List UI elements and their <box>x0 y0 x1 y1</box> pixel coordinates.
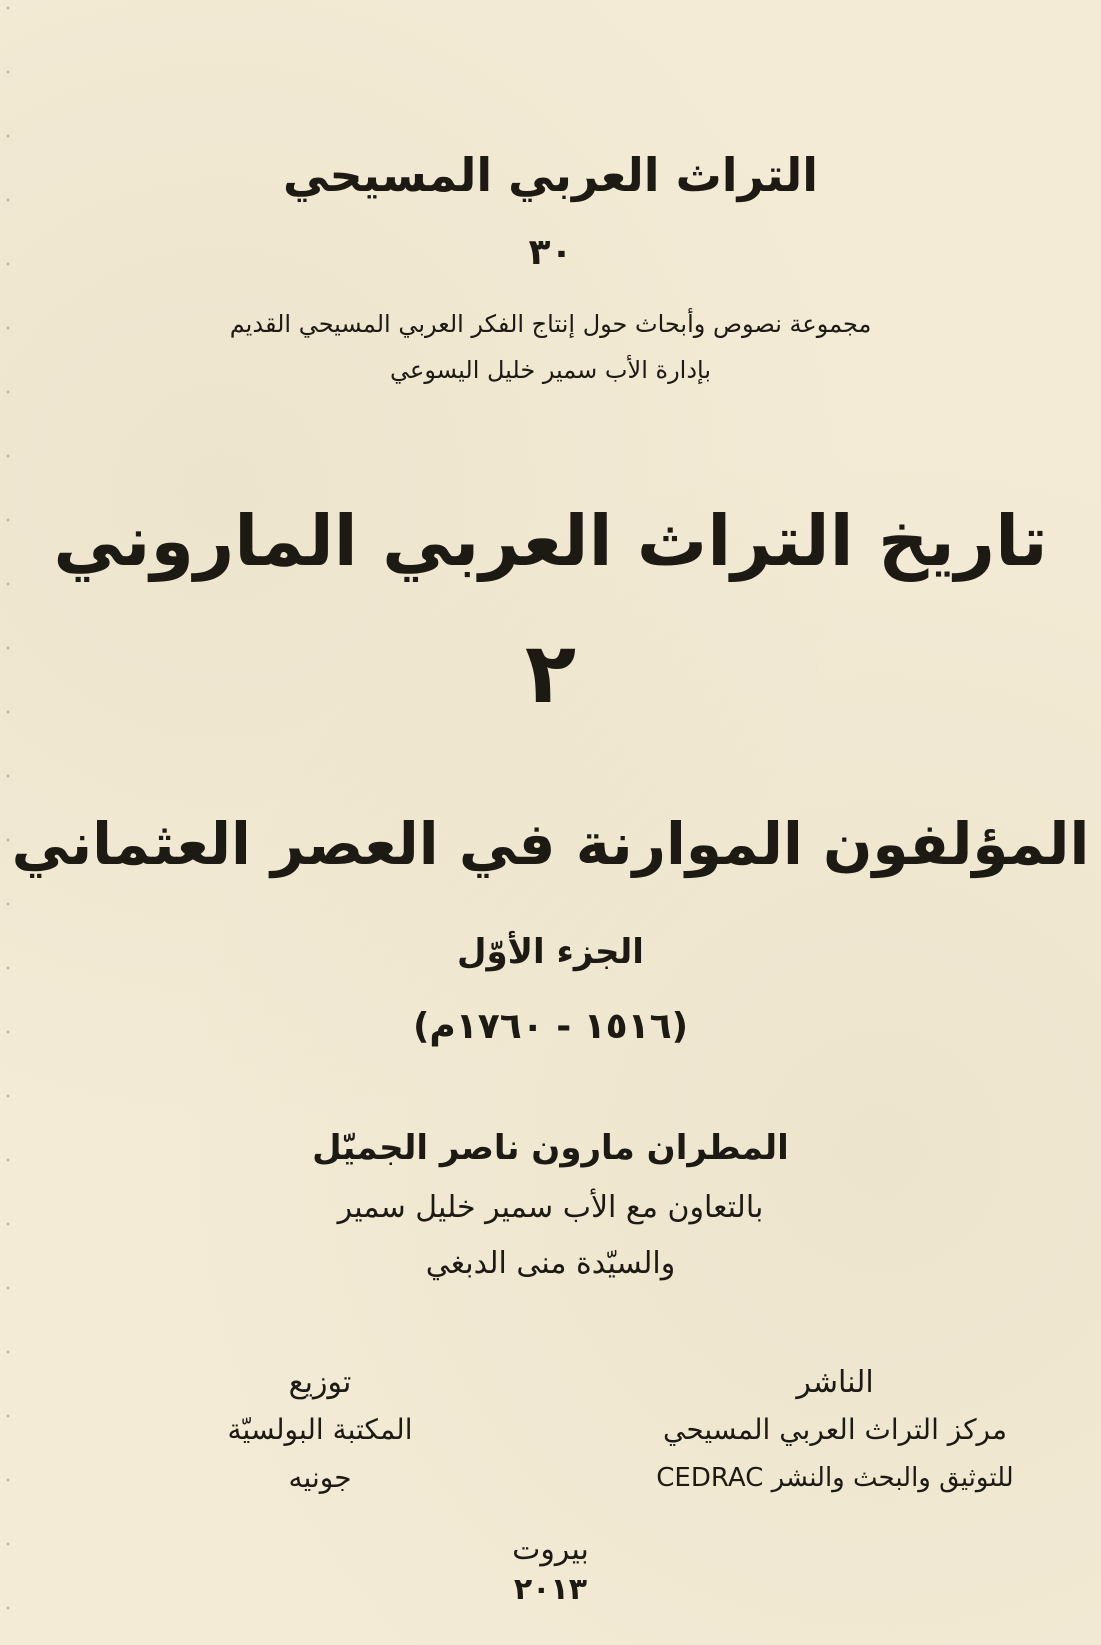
part-label: الجزء الأوّل <box>457 932 644 972</box>
book-main-title: تاريخ التراث العربي الماروني <box>53 500 1048 582</box>
distribution-heading: توزيع <box>288 1365 352 1400</box>
collaborator-1: بالتعاون مع الأب سمير خليل سمير <box>337 1190 764 1225</box>
imprint-city: بيروت <box>512 1532 589 1567</box>
series-editor: بإدارة الأب سمير خليل اليسوعي <box>390 356 711 384</box>
publisher-block <box>600 1360 1070 1502</box>
series-description: مجموعة نصوص وأبحاث حول إنتاج الفكر العربي المسيحي القديم <box>229 310 872 338</box>
distribution-block <box>130 1360 510 1502</box>
series-title: التراث العربي المسيحي <box>282 148 819 202</box>
distributor-city: جونيه <box>288 1461 352 1494</box>
distributor-name: المكتبة البولسيّة <box>227 1413 413 1446</box>
book-subtitle: المؤلفون الموارنة في العصر العثماني <box>11 810 1090 878</box>
collaborator-2: والسيّدة منى الدبغي <box>425 1246 676 1281</box>
imprint-block <box>0 1530 1101 1610</box>
publisher-heading: الناشر <box>796 1365 874 1400</box>
main-author: المطران مارون ناصر الجميّل <box>312 1128 789 1168</box>
publisher-name: مركز التراث العربي المسيحي <box>662 1413 1007 1446</box>
publisher-subline: للتوثيق والبحث والنشر CEDRAC <box>656 1463 1014 1493</box>
imprint-year: ٢٠١٣ <box>513 1572 588 1607</box>
series-number: ٣٠ <box>528 232 573 273</box>
date-range: (١٥١٦ - ١٧٦٠م) <box>412 1006 689 1047</box>
volume-number: ٢ <box>524 624 577 722</box>
